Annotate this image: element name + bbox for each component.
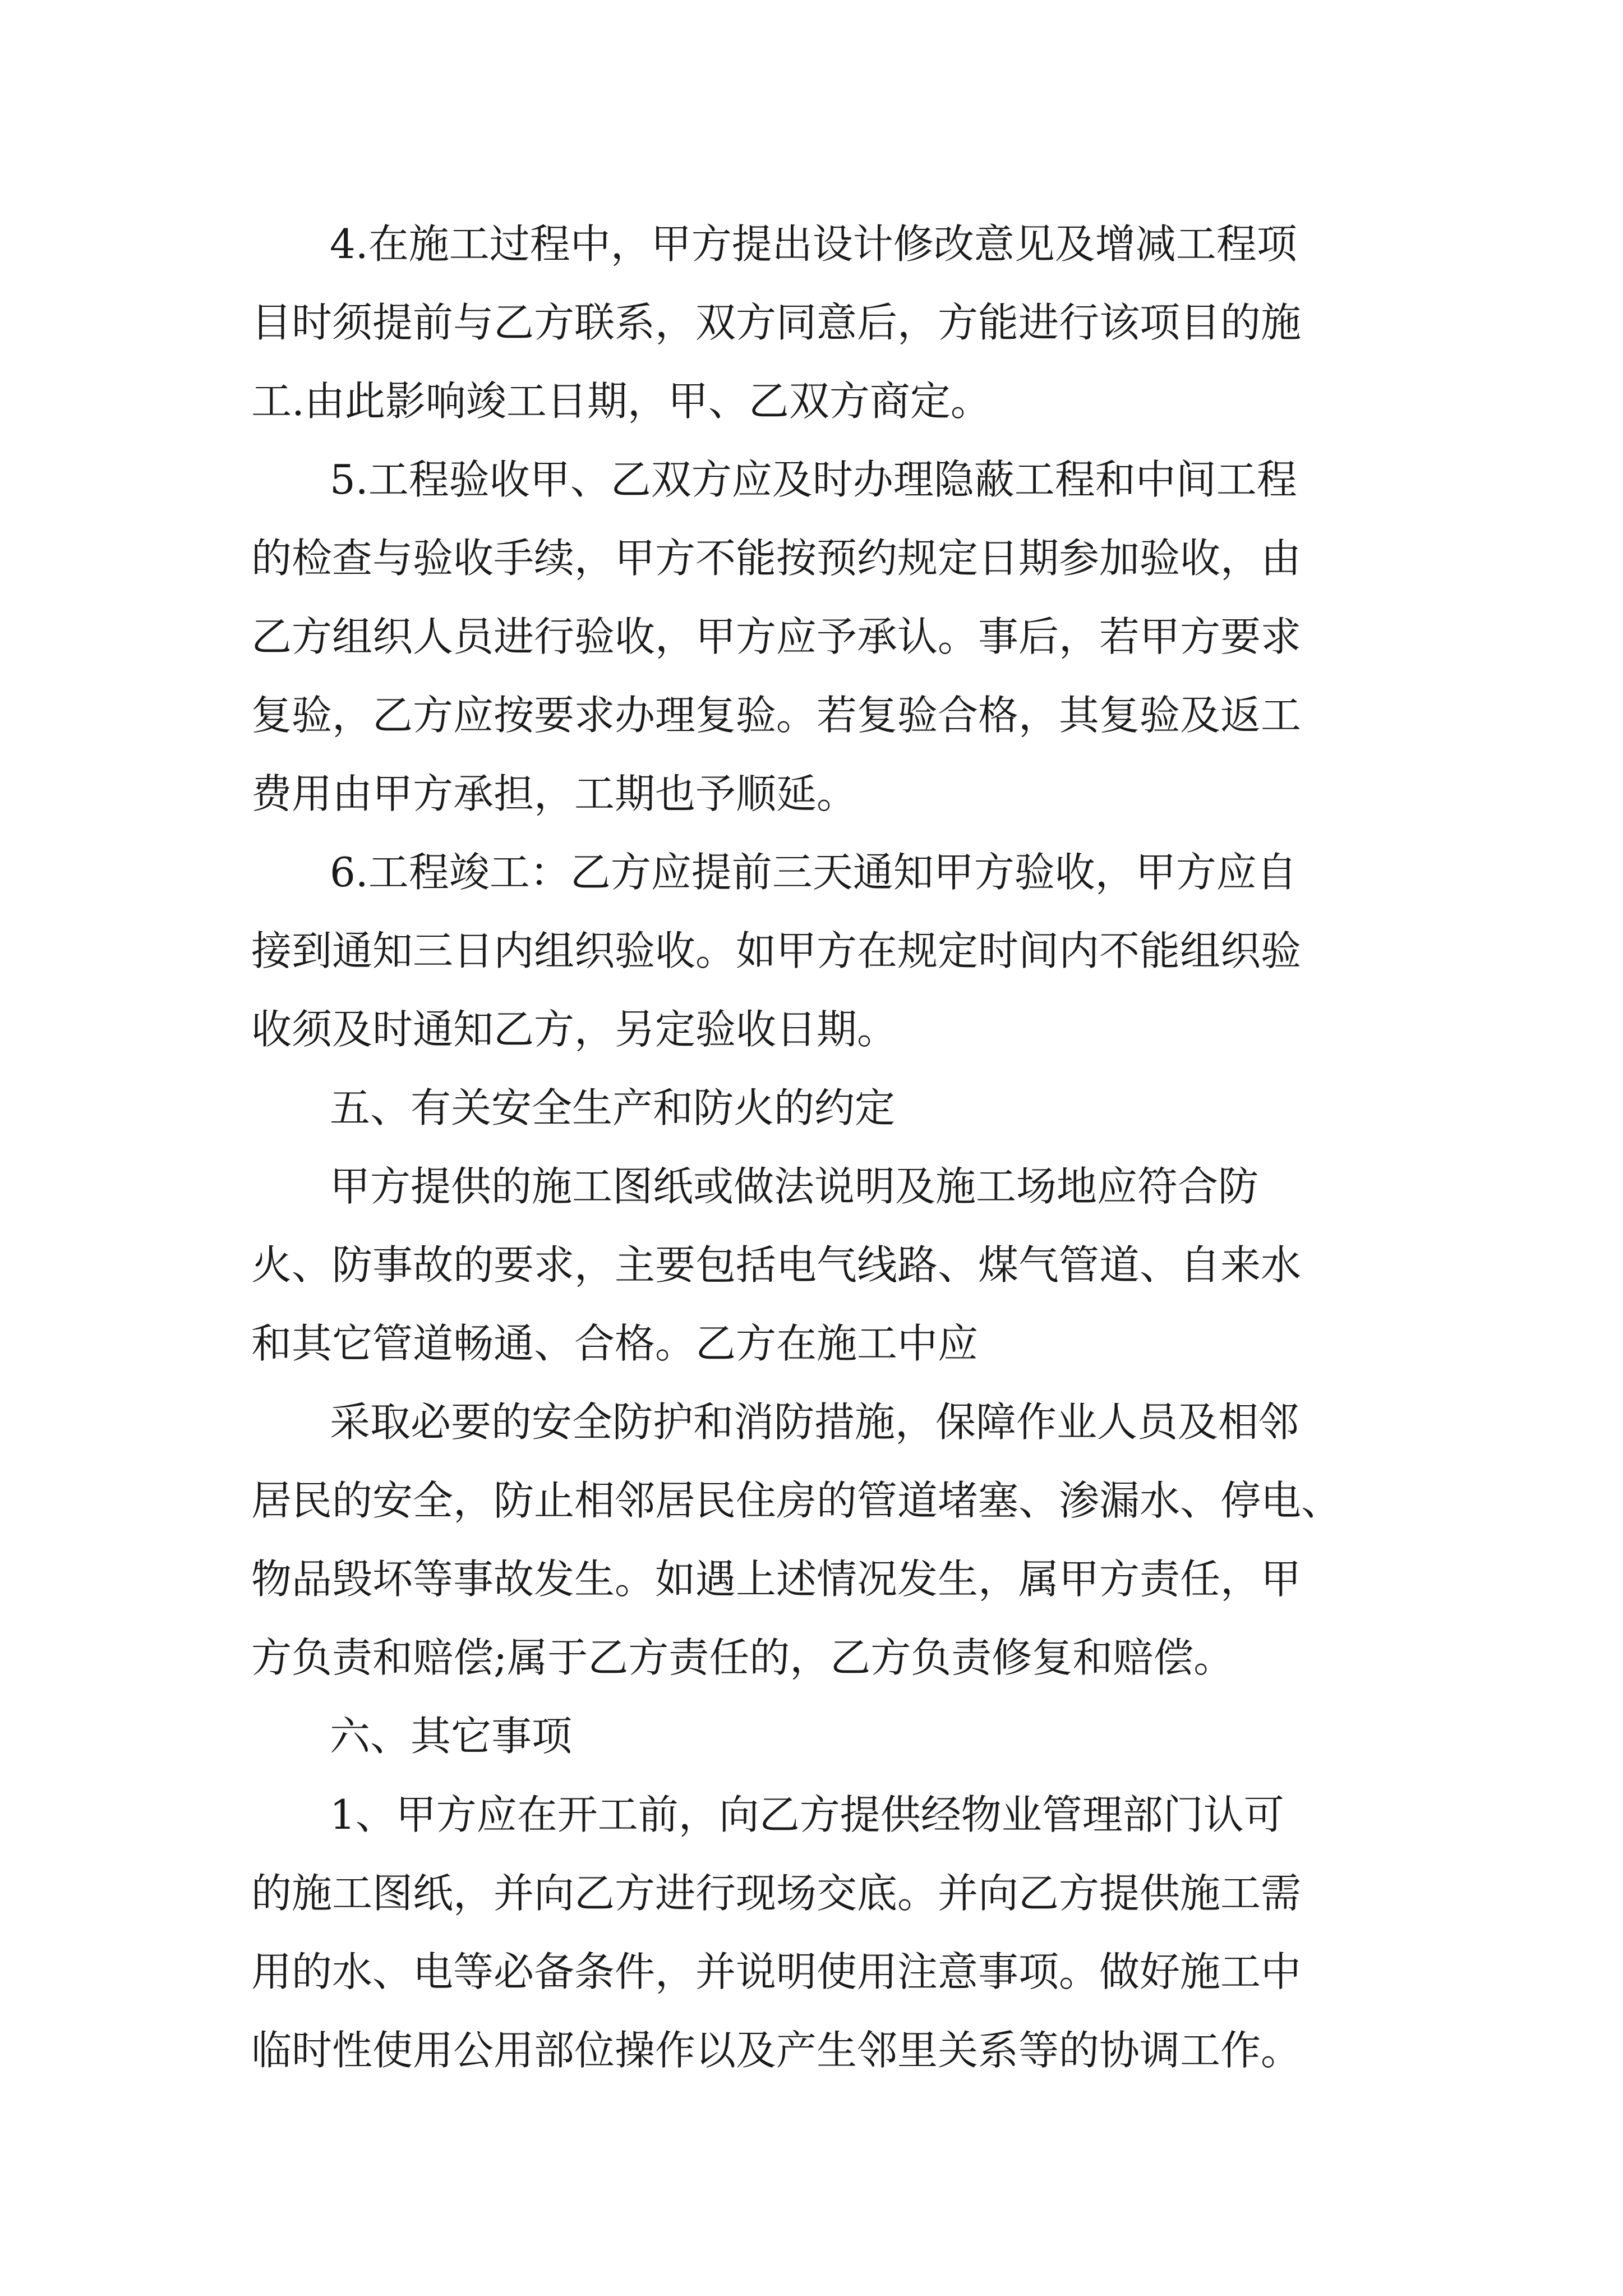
clause-4-line-1: 4.在施工过程中，甲方提出设计修改意见及增减工程项 [330, 220, 1297, 268]
clause-4-line-2: 目时须提前与乙方联系，双方同意后，方能进行该项目的施 [251, 299, 1302, 346]
clause-5-line-1: 5.工程验收甲、乙双方应及时办理隐蔽工程和中间工程 [330, 456, 1297, 503]
clause-6-line-2: 接到通知三日内组织验收。如甲方在规定时间内不能组织验 [251, 927, 1302, 974]
clause-4-line-3: 工.由此影响竣工日期，甲、乙双方商定。 [251, 378, 991, 425]
section-5-heading: 五、有关安全生产和防火的约定 [330, 1084, 896, 1131]
clause-6-line-1: 6.工程竣工：乙方应提前三天通知甲方验收，甲方应自 [330, 849, 1297, 896]
other-item-1-line-1: 1、甲方应在开工前，向乙方提供经物业管理部门认可 [330, 1791, 1284, 1838]
safety-para2-line-1: 采取必要的安全防护和消防措施，保障作业人员及相邻 [330, 1398, 1299, 1446]
safety-para-line-1: 甲方提供的施工图纸或做法说明及施工场地应符合防 [330, 1163, 1259, 1210]
safety-para-line-2: 火、防事故的要求，主要包括电气线路、煤气管道、自来水 [251, 1241, 1302, 1289]
clause-6-line-3: 收须及时通知乙方，另定验收日期。 [251, 1006, 898, 1053]
safety-para2-line-2: 居民的安全，防止相邻居民住房的管道堵塞、渗漏水、停电、 [251, 1477, 1342, 1524]
clause-5-line-2: 的检查与验收手续，甲方不能按预约规定日期参加验收，由 [251, 535, 1302, 582]
other-item-1-line-4: 临时性使用公用部位操作以及产生邻里关系等的协调工作。 [251, 2027, 1302, 2074]
section-6-heading: 六、其它事项 [330, 1713, 573, 1760]
safety-para2-line-4: 方负责和赔偿;属于乙方责任的，乙方负责修复和赔偿。 [251, 1634, 1234, 1681]
safety-para2-line-3: 物品毁坏等事故发生。如遇上述情况发生，属甲方责任，甲 [251, 1556, 1302, 1603]
clause-5-line-3: 乙方组织人员进行验收，甲方应予承认。事后，若甲方要求 [251, 613, 1302, 660]
clause-5-line-4: 复验，乙方应按要求办理复验。若复验合格，其复验及返工 [251, 692, 1302, 739]
clause-5-line-5: 费用由甲方承担，工期也予顺延。 [251, 770, 857, 817]
other-item-1-line-2: 的施工图纸，并向乙方进行现场交底。并向乙方提供施工需 [251, 1870, 1302, 1917]
other-item-1-line-3: 用的水、电等必备条件，并说明使用注意事项。做好施工中 [251, 1948, 1302, 1995]
safety-para-line-3: 和其它管道畅通、合格。乙方在施工中应 [251, 1320, 979, 1367]
